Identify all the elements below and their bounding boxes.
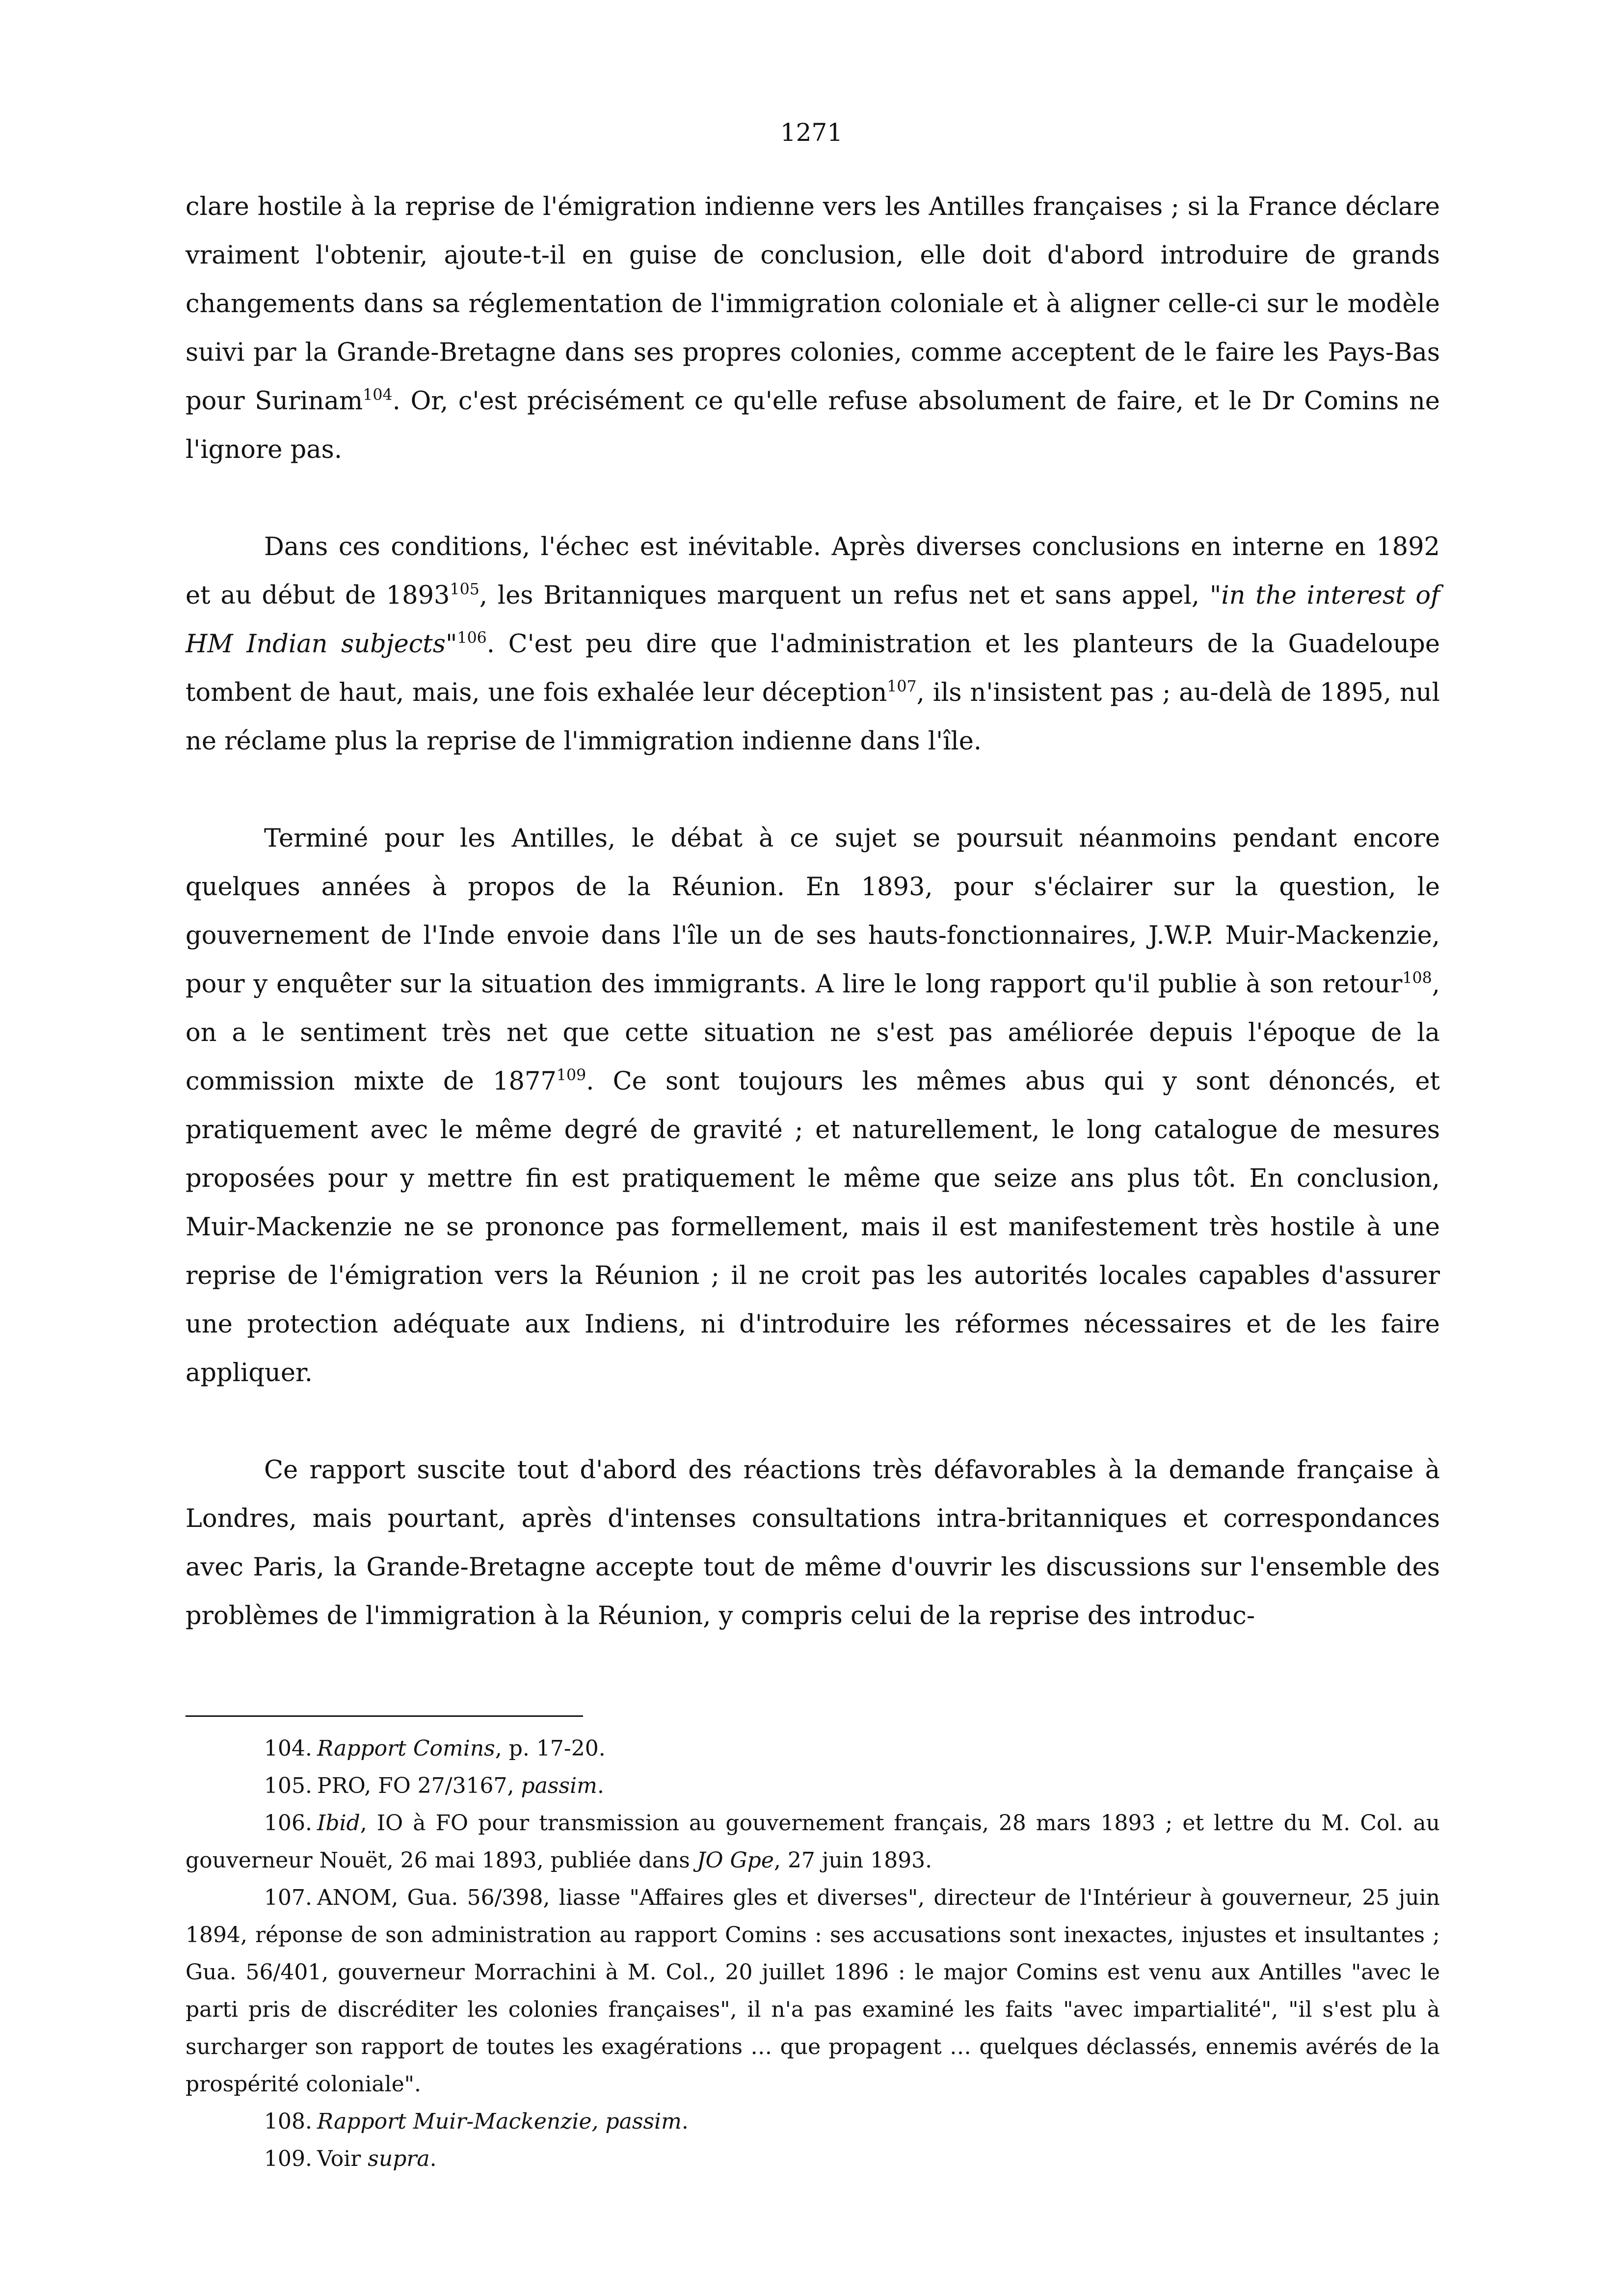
footnote-number: 106. <box>264 1811 312 1836</box>
text-segment: . Ce sont toujours les mêmes abus qui y sont dénoncés, et pratiquement avec le même degré de gravité ; et naturellement, le long catalogue de mesures proposées pour y mettre fin est pratiquement le même que seize ans plus tôt. En conclusion, Muir-Mackenzie ne se prononce pas formellement, mais il est manifestement très hostile à une reprise de l'émigration vers la Réunion ; il ne croit pas les autorités locales capables d'assurer une protection adéquate aux Indiens, ni d'introduire les réformes nécessaires et de les faire appliquer. <box>186 1067 1440 1388</box>
footnote-number: 104. <box>264 1736 312 1761</box>
footnote-reference: 108 <box>1402 969 1432 988</box>
body-paragraph <box>186 814 1440 1397</box>
italic-text: in the interest of HM Indian subjects <box>186 581 1440 659</box>
text-segment: , ils n'insistent pas ; au-delà de 1895, nul ne réclame plus la reprise de l'immigration indienne dans l'île. <box>186 678 1440 756</box>
text-segment: PRO, FO 27/3167, <box>317 1773 521 1798</box>
footnote <box>186 1805 1440 1879</box>
footnote <box>186 1730 1440 1767</box>
footnote <box>186 2140 1440 2178</box>
footnote-number: 109. <box>264 2146 312 2171</box>
footnote <box>186 1767 1440 1805</box>
body-text <box>186 183 1440 1689</box>
footnote-number: 107. <box>264 1885 312 1910</box>
text-segment: " <box>445 630 457 659</box>
text-segment: . C'est peu dire que l'administration et les planteurs de la Guadeloupe tombent de haut, mais, une fois exhalée leur déception <box>186 630 1440 707</box>
text-segment: Ce rapport suscite tout d'abord des réactions très défavorables à la demande française à Londres, mais pourtant, après d'intenses consultations intra-britanniques et correspondances avec Paris, la Grande-Bretagne accepte tout de même d'ouvrir les discussions sur l'ensemble des problèmes de l'immigration à la Réunion, y compris celui de la reprise des introduc- <box>186 1456 1440 1630</box>
text-segment: . <box>597 1773 604 1798</box>
footnote-reference: 109 <box>556 1067 586 1085</box>
italic-text: passim <box>521 1773 597 1798</box>
footnote-reference: 104 <box>363 386 393 404</box>
text-segment: , les Britanniques marquent un refus net et sans appel, " <box>479 581 1222 610</box>
italic-text: JO Gpe <box>696 1848 774 1873</box>
text-segment: , on a le sentiment très net que cette situation ne s'est pas améliorée depuis l'époque de la commission mixte de 1877 <box>186 970 1440 1096</box>
footnotes <box>186 1730 1440 2178</box>
text-segment: Dans ces conditions, l'échec est inévitable. Après diverses conclusions en interne en 1892 et au début de 1893 <box>186 533 1440 610</box>
text-segment: . <box>681 2109 689 2134</box>
footnote-reference: 106 <box>457 629 487 647</box>
footnote-reference: 105 <box>450 581 479 599</box>
italic-text: Rapport Comins <box>317 1736 495 1761</box>
body-paragraph <box>186 523 1440 766</box>
footnote <box>186 2103 1440 2140</box>
footnote-reference: 107 <box>887 678 917 696</box>
italic-text: Rapport Muir-Mackenzie, passim <box>317 2109 682 2134</box>
text-segment: , IO à FO pour transmission au gouvernement français, 28 mars 1893 ; et lettre du M. Col. au gouverneur Nouët, 26 mai 1893, publiée dans <box>186 1811 1440 1873</box>
footnote <box>186 1879 1440 2103</box>
body-paragraph <box>186 183 1440 474</box>
body-paragraph <box>186 1446 1440 1640</box>
text-segment: . <box>429 2146 437 2171</box>
italic-text: Ibid <box>317 1811 360 1836</box>
text-segment: , p. 17-20. <box>495 1736 606 1761</box>
footnote-number: 105. <box>264 1773 312 1798</box>
text-segment: clare hostile à la reprise de l'émigration indienne vers les Antilles françaises ; si la France déclare vraiment l'obtenir, ajoute-t-il en guise de conclusion, elle doit d'abord introduire de grands changements dans sa réglementation de l'immigration coloniale et à aligner celle-ci sur le modèle suivi par la Grande-Bretagne dans ses propres colonies, comme acceptent de le faire les Pays-Bas pour Surinam <box>186 192 1440 416</box>
text-segment: . Or, c'est précisément ce qu'elle refuse absolument de faire, et le Dr Comins ne l'ignore pas. <box>186 387 1440 464</box>
page-number: 1271 <box>780 118 843 147</box>
text-segment: Terminé pour les Antilles, le débat à ce sujet se poursuit néanmoins pendant encore quelques années à propos de la Réunion. En 1893, pour s'éclairer sur la question, le gouvernement de l'Inde envoie dans l'île un de ses hauts-fonctionnaires, J.W.P. Muir-Mackenzie, pour y enquêter sur la situation des immigrants. A lire le long rapport qu'il publie à son retour <box>186 824 1440 999</box>
footnote-separator <box>186 1715 583 1717</box>
italic-text: supra <box>368 2146 430 2171</box>
text-segment: , 27 juin 1893. <box>773 1848 932 1873</box>
text-segment: Voir <box>317 2146 368 2171</box>
text-segment: ANOM, Gua. 56/398, liasse "Affaires gles et diverses", directeur de l'Intérieur à gouverneur, 25 juin 1894, réponse de son administration au rapport Comins : ses accusations sont inexactes, injustes et insultantes ; Gua. 56/401, gouverneur Morrachini à M. Col., 20 juillet 1896 : le major Comins est venu aux Antilles "avec le parti pris de discréditer les colonies françaises", il n'a pas examiné les faits "avec impartialité", "il s'est plu à surcharger son rapport de toutes les exagérations … que propagent … quelques déclassés, ennemis avérés de la prospérité coloniale". <box>186 1885 1440 2097</box>
footnote-number: 108. <box>264 2109 312 2134</box>
